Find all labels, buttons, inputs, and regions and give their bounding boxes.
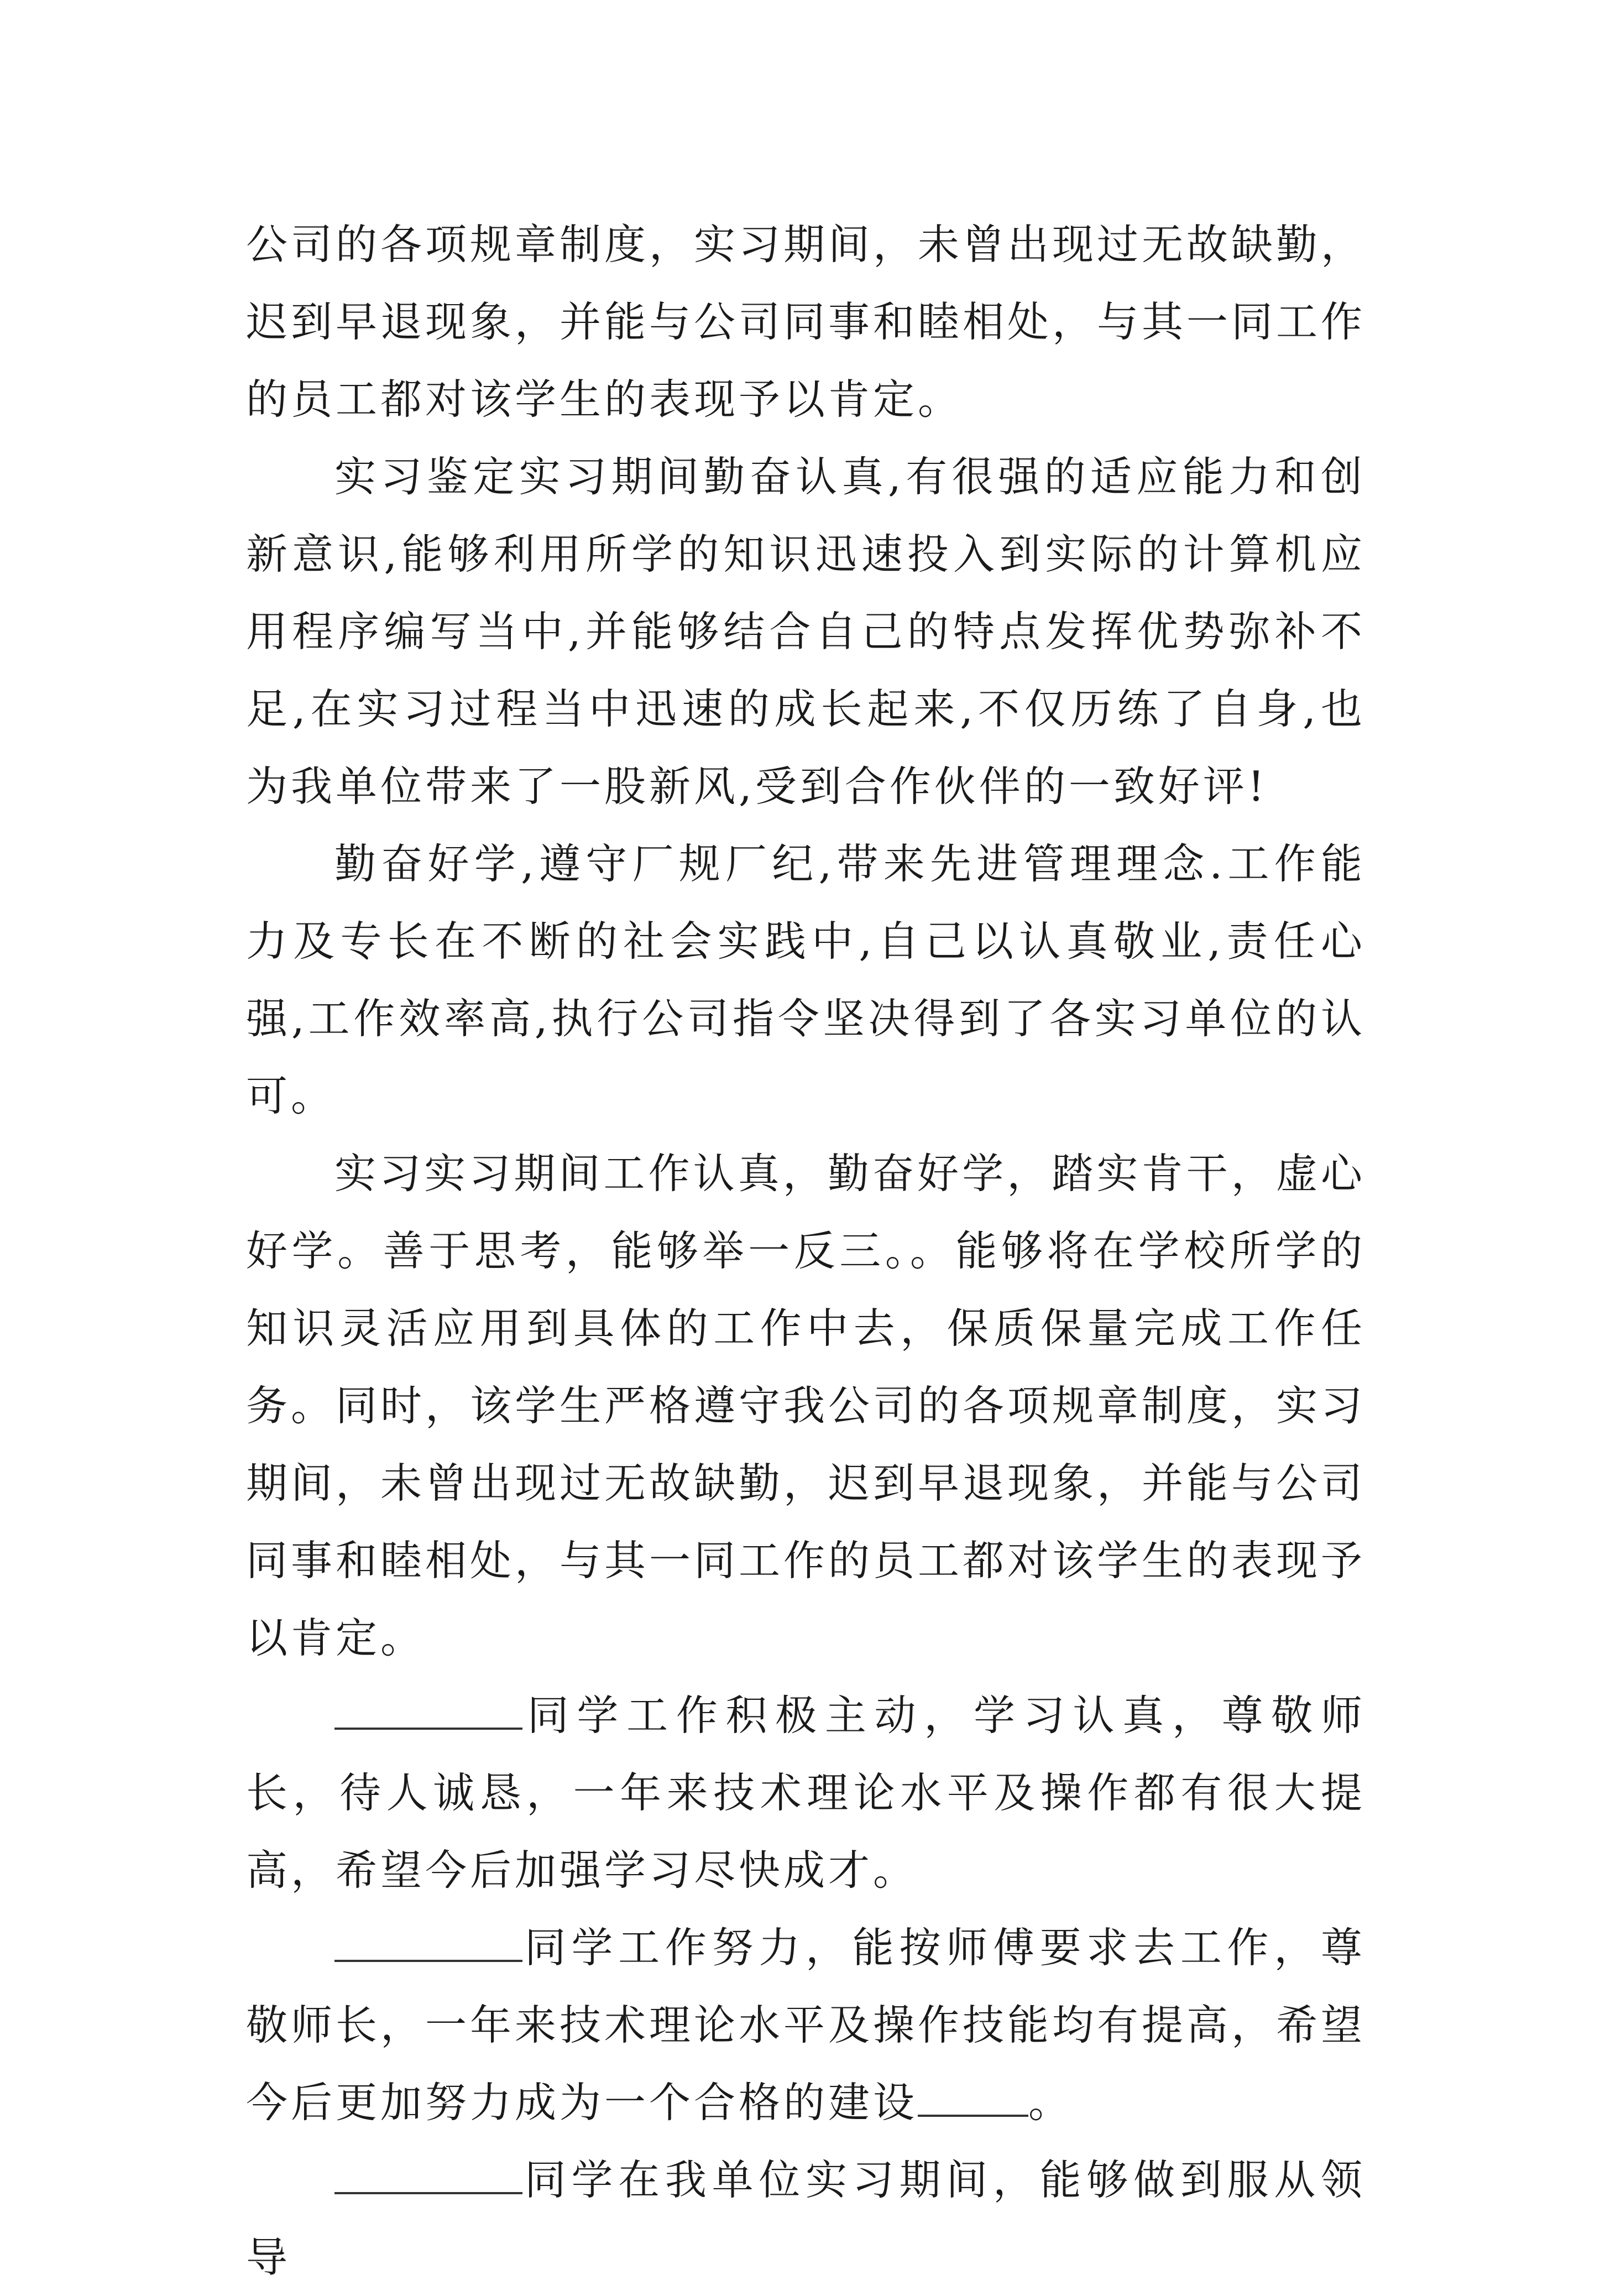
paragraph-2 <box>246 438 1366 825</box>
paragraph-6-end: 。 <box>1028 2078 1074 2127</box>
document-body <box>246 206 1366 2296</box>
paragraph-2-text: 实习鉴定实习期间勤奋认真,有很强的适应能力和创新意识,能够利用所学的知识迅速投入到实际的计算机应用程序编写当中,并能够结合自己的特点发挥优势弥补不足,在实习过程当中迅速的成长起来,不仅历练了自身,也为我单位带来了一股新风,受到合作伙伴的一致好评! <box>246 452 1366 811</box>
paragraph-6 <box>246 1909 1366 2141</box>
paragraph-4 <box>246 1135 1366 1677</box>
paragraph-3 <box>246 825 1366 1135</box>
fill-blank <box>918 2081 1028 2117</box>
paragraph-6-text: 同学工作努力，能按师傅要求去工作，尊敬师长，一年来技术理论水平及操作技能均有提高，希望今后更加努力成为一个合格的建设 <box>246 1923 1366 2127</box>
paragraph-7-text: 同学在我单位实习期间，能够做到服从领导 <box>246 2156 1366 2282</box>
name-blank <box>334 1694 522 1730</box>
paragraph-5 <box>246 1677 1366 1909</box>
paragraph-4-text: 实习实习期间工作认真，勤奋好学，踏实肯干，虚心好学。善于思考，能够举一反三。。能够将在学校所学的知识灵活应用到具体的工作中去，保质保量完成工作任务。同时，该学生严格遵守我公司的各项规章制度，实习期间，未曾出现过无故缺勤，迟到早退现象，并能与公司同事和睦相处，与其一同工作的员工都对该学生的表现予以肯定。 <box>246 1149 1366 1662</box>
paragraph-1 <box>246 206 1366 438</box>
name-blank <box>334 2159 522 2194</box>
name-blank <box>334 1927 522 1962</box>
paragraph-3-text: 勤奋好学,遵守厂规厂纪,带来先进管理理念.工作能力及专长在不断的社会实践中,自己以认真敬业,责任心强,工作效率高,执行公司指令坚决得到了各实习单位的认可。 <box>246 839 1366 1120</box>
paragraph-1-text: 公司的各项规章制度，实习期间，未曾出现过无故缺勤，迟到早退现象，并能与公司同事和睦相处，与其一同工作的员工都对该学生的表现予以肯定。 <box>246 220 1366 424</box>
paragraph-7 <box>246 2141 1366 2296</box>
paragraph-5-text: 同学工作积极主动，学习认真，尊敬师长，待人诚恳，一年来技术理论水平及操作都有很大提高，希望今后加强学习尽快成才。 <box>246 1691 1366 1895</box>
